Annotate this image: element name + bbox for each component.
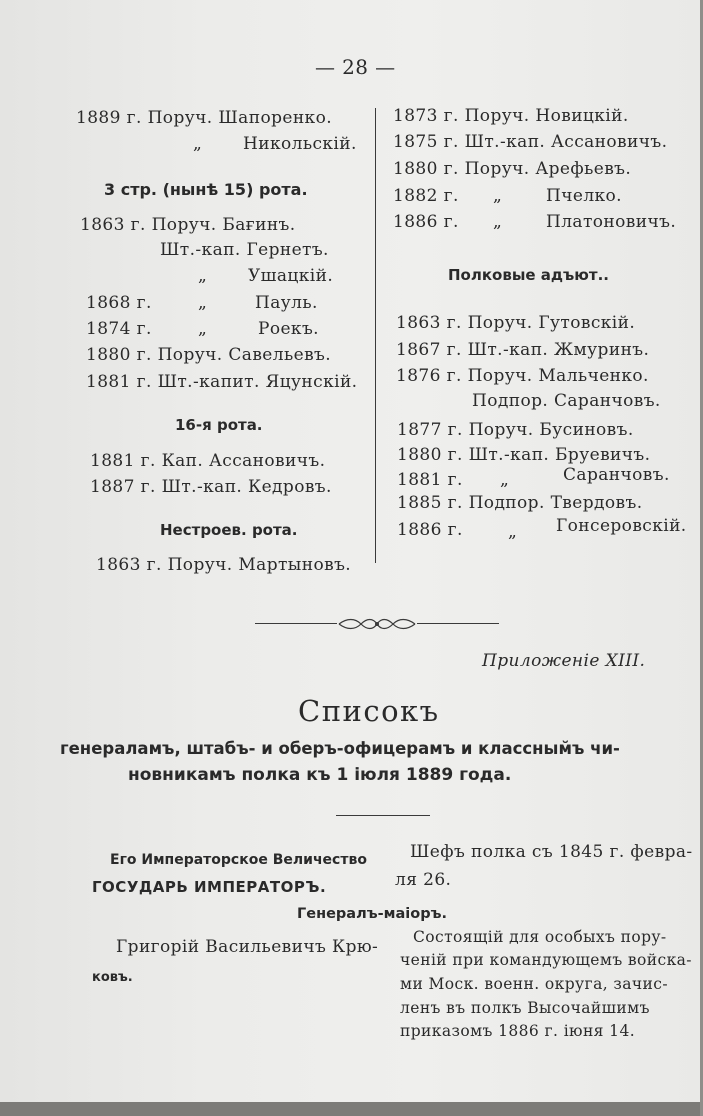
general-name-line-1: Григорій Васильевичъ Крю- — [116, 937, 379, 957]
entry-1877-businov: 1877 г. Поруч. Бусиновъ. — [397, 420, 634, 440]
entry-platonovich: Платоновичъ. — [546, 212, 677, 232]
ditto-mark: „ — [493, 212, 503, 232]
entry-1873-novitsky: 1873 г. Поруч. Новицкій. — [393, 106, 629, 126]
general-description-line: ми Моск. военн. округа, зачис- — [400, 975, 668, 993]
rank-heading: Генералъ-маіоръ. — [297, 906, 447, 922]
subtitle-line-2: новникамъ полка къ 1 іюля 1889 года. — [128, 765, 512, 785]
entry-paul: Пауль. — [255, 293, 318, 313]
entry-1867-zhmurin: 1867 г. Шт.-кап. Жмуринъ. — [396, 340, 650, 360]
entry-saranchov: Подпор. Саранчовъ. — [472, 391, 661, 411]
year-1881: 1881 г. — [397, 470, 463, 490]
ditto-mark: „ — [198, 266, 208, 286]
chief-line-2: ля 26. — [395, 870, 452, 890]
ditto-mark: „ — [198, 319, 208, 339]
entry-roek: Роекъ. — [258, 319, 319, 339]
year-1886: 1886 г. — [393, 212, 459, 232]
entry-saranchov-2: Саранчовъ. — [563, 465, 670, 485]
ditto-mark: „ — [198, 293, 208, 313]
general-description-line: ченій при командующемъ войска- — [400, 951, 692, 969]
year-1874: 1874 г. — [86, 319, 152, 339]
entry-pchelko: Пчелко. — [546, 186, 622, 206]
ditto-mark: „ — [500, 470, 510, 490]
entry-1875-assanovich: 1875 г. Шт.-кап. Ассановичъ. — [393, 132, 668, 152]
ditto-mark: „ — [493, 186, 503, 206]
year-1882: 1882 г. — [393, 186, 459, 206]
list-title: Списокъ — [298, 694, 440, 728]
entry-nikolsky: Никольскій. — [243, 134, 357, 154]
entry-ushatsky: Ушацкій. — [248, 266, 334, 286]
page-number: — 28 — — [315, 55, 396, 79]
chief-line-1: Шефъ полка съ 1845 г. февра- — [410, 842, 693, 862]
general-description-line: приказомъ 1886 г. іюня 14. — [400, 1022, 636, 1040]
entry-1881-yatsunsky: 1881 г. Шт.-капит. Яцунскій. — [86, 372, 358, 392]
entry-1863-gutovsky: 1863 г. Поруч. Гутовскій. — [396, 313, 636, 333]
entry-1880-bruevich: 1880 г. Шт.-кап. Бруевичъ. — [397, 445, 651, 465]
ditto-mark: „ — [508, 522, 518, 542]
year-1868: 1868 г. — [86, 293, 152, 313]
heading-noncombat-company: Нестроев. рота. — [160, 521, 298, 539]
appendix-label: Приложеніе XIII. — [482, 651, 646, 671]
entry-1880-arefiev: 1880 г. Поруч. Арефьевъ. — [393, 159, 632, 179]
year-1886-adj: 1886 г. — [397, 520, 463, 540]
heading-16-company: 16-я рота. — [175, 416, 263, 434]
general-description-line: Состоящій для особыхъ пору- — [413, 928, 667, 946]
entry-gonserovsky: Гонсеровскій. — [556, 516, 687, 536]
entry-1876-malchenko: 1876 г. Поруч. Мальченко. — [396, 366, 649, 386]
entry-1863-bagin: 1863 г. Поруч. Бағинъ. — [80, 215, 296, 235]
general-description-line: ленъ въ полкъ Высочайшимъ — [400, 999, 650, 1017]
entry-1889-shaporenko: 1889 г. Поруч. Шапоренко. — [76, 108, 333, 128]
heading-3-company: 3 стр. (нынѣ 15) рота. — [104, 180, 308, 199]
ornamental-divider — [255, 621, 499, 627]
entry-1880-saveliev: 1880 г. Поруч. Савельевъ. — [86, 345, 332, 365]
entry-gernet: Шт.-кап. Гернетъ. — [160, 240, 329, 260]
heading-regimental-adjutants: Полковые адъют.. — [448, 266, 609, 284]
column-divider — [375, 108, 376, 563]
entry-1887-kedrov: 1887 г. Шт.-кап. Кедровъ. — [90, 477, 332, 497]
emperor-title: Его Императорское Величество — [110, 852, 367, 868]
short-rule — [336, 815, 430, 816]
emperor-name: ГОСУДАРЬ ИМПЕРАТОРЪ. — [92, 878, 327, 896]
general-name-line-2: ковъ. — [92, 970, 133, 985]
subtitle-line-1: генераламъ, штабъ- и оберъ-офицерамъ и классным̆ъ чи- — [60, 739, 620, 758]
entry-1881-assanovich: 1881 г. Кап. Ассановичъ. — [90, 451, 326, 471]
entry-1885-tverdov: 1885 г. Подпор. Твердовъ. — [397, 493, 643, 513]
ditto-mark: „ — [193, 134, 203, 154]
page-edge-shadow — [0, 1102, 700, 1116]
entry-1863-martynov: 1863 г. Поруч. Мартыновъ. — [96, 555, 352, 575]
